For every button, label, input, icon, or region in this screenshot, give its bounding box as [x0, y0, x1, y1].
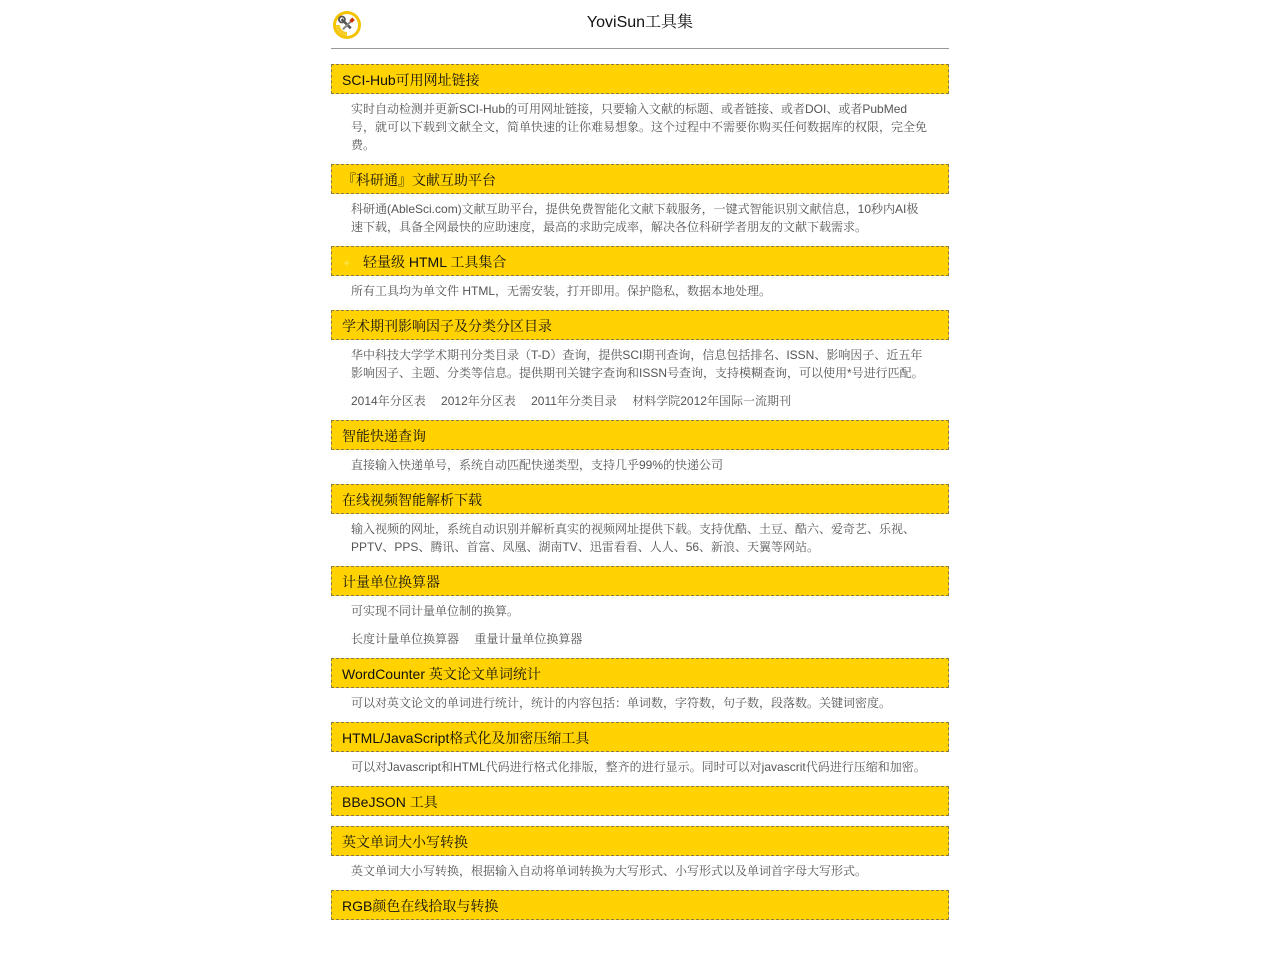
sparkle-icon: ✦: [342, 258, 352, 270]
page-container: [331, 0, 949, 914]
link-2012-partition[interactable]: 2012年分区表: [441, 394, 516, 408]
tool-section-js-format: [331, 722, 949, 776]
tool-description: 实时自动检测并更新SCI-Hub的可用网址链接，只要输入文献的标题、或者链接、或者DOI、或者PubMed号，就可以下载到文献全文，简单快速的让你难易想象。这个过程中不需要你购买任何数据库的权限，完全免费。: [351, 102, 928, 152]
tool-description: 所有工具均为单文件 HTML，无需安装，打开即用。保护隐私，数据本地处理。: [351, 284, 772, 298]
tool-title-scihub[interactable]: SCI-Hub可用网址链接: [331, 64, 949, 94]
tool-section-keyantong: [331, 164, 949, 236]
link-length-converter[interactable]: 长度计量单位换算器: [351, 632, 460, 646]
link-materials-2012-journals[interactable]: 材料学院2012年国际一流期刊: [632, 394, 791, 408]
tool-title-html-tools[interactable]: [331, 246, 949, 276]
tool-title-case-convert[interactable]: 英文单词大小写转换: [331, 826, 949, 856]
tool-section-scihub: [331, 64, 949, 154]
tool-title-wordcounter[interactable]: WordCounter 英文论文单词统计: [331, 658, 949, 688]
tool-description: 可以对英文论文的单词进行统计，统计的内容包括：单词数，字符数，句子数，段落数。关键词密度。: [351, 696, 892, 710]
tool-title-unit-converter[interactable]: 计量单位换算器: [331, 566, 949, 596]
tool-title-express[interactable]: 智能快递查询: [331, 420, 949, 450]
tool-section-case-convert: [331, 826, 949, 880]
tool-title-js-format[interactable]: HTML/JavaScript格式化及加密压缩工具: [331, 722, 949, 752]
tool-section-wordcounter: [331, 658, 949, 712]
tool-description: 英文单词大小写转换，根据输入自动将单词转换为大写形式、小写形式以及单词首字母大写形式。: [351, 864, 868, 878]
tool-section-rgb: [331, 890, 949, 920]
tool-title-journal-impact[interactable]: 学术期刊影响因子及分类分区目录: [331, 310, 949, 340]
site-header: [331, 0, 949, 49]
tool-title-video[interactable]: 在线视频智能解析下载: [331, 484, 949, 514]
tool-section-express: [331, 420, 949, 474]
tool-title-rgb[interactable]: RGB颜色在线拾取与转换: [331, 890, 949, 920]
tool-links: [331, 382, 949, 410]
tool-list: [331, 64, 949, 930]
tool-description: 可实现不同计量单位制的换算。: [351, 604, 520, 618]
tool-links: [331, 620, 949, 648]
tool-description: 可以对Javascript和HTML代码进行格式化排版，整齐的进行显示。同时可以对javascrit代码进行压缩和加密。: [351, 760, 926, 774]
link-weight-converter[interactable]: 重量计量单位换算器: [474, 632, 583, 646]
tool-section-unit-converter: [331, 566, 949, 648]
tool-description: 科研通(AbleSci.com)文献互助平台，提供免费智能化文献下载服务，一键式智能识别文献信息，10秒内AI极速下载，具备全网最快的应助速度，最高的求助完成率，解决各位科研学者朋友的文献下载需求。: [351, 202, 919, 234]
tool-title-keyantong[interactable]: 『科研通』文献互助平台: [331, 164, 949, 194]
tool-section-journal-impact: [331, 310, 949, 410]
link-2014-partition[interactable]: 2014年分区表: [351, 394, 426, 408]
tool-description: 输入视频的网址，系统自动识别并解析真实的视频网址提供下载。支持优酷、土豆、酷六、爱奇艺、乐视、PPTV、PPS、腾讯、首富、凤凰、湖南TV、迅雷看看、人人、56、新浪、天翼等网站。: [351, 522, 916, 554]
tool-title-label: 轻量级 HTML 工具集合: [363, 254, 507, 270]
tool-description: 华中科技大学学术期刊分类目录（T-D）查询，提供SCI期刊查询，信息包括排名、ISSN、影响因子、近五年影响因子、主题、分类等信息。提供期刊关键字查询和ISSN号查询，支持模糊查询，可以使用*号进行匹配。: [351, 348, 924, 380]
link-2011-catalog[interactable]: 2011年分类目录: [531, 394, 617, 408]
tool-title-bejson[interactable]: BBeJSON 工具: [331, 786, 949, 816]
tool-description: 直接输入快递单号，系统自动匹配快递类型，支持几乎99%的快递公司: [351, 458, 724, 472]
tool-section-html-tools: [331, 246, 949, 300]
tool-section-video: [331, 484, 949, 556]
tool-section-bejson: [331, 786, 949, 816]
site-title: YoviSun工具集: [586, 14, 694, 31]
